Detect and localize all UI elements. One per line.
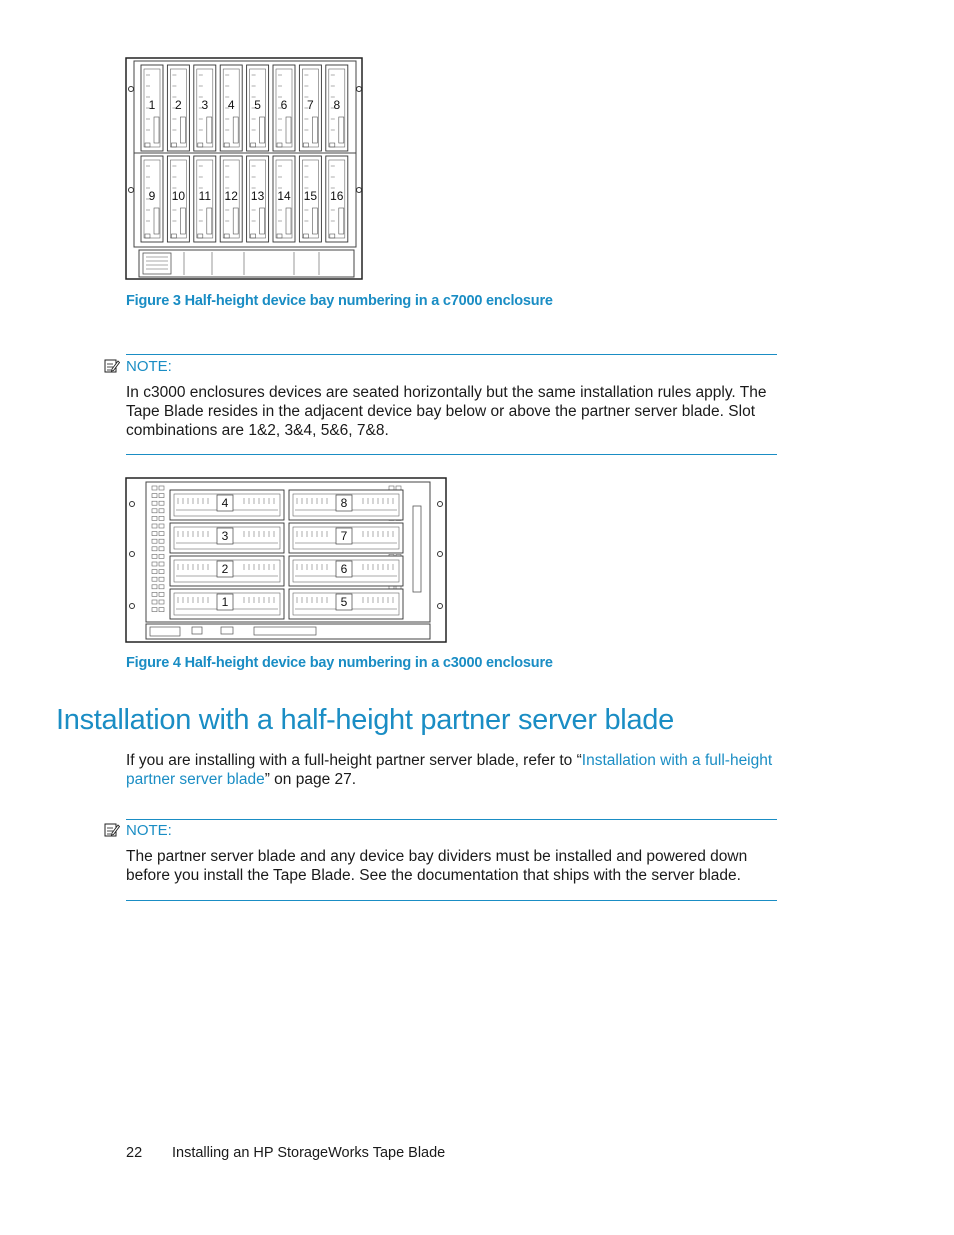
c7000-bay-number: 16	[330, 189, 344, 203]
c3000-bay-number: 7	[340, 529, 348, 543]
c7000-bay-9	[141, 156, 163, 242]
note-top-rule	[126, 819, 777, 820]
c7000-bay-number: 12	[224, 189, 238, 203]
c3000-bay-number: 6	[340, 562, 348, 576]
footer-title: Installing an HP StorageWorks Tape Blade	[172, 1145, 446, 1161]
c3000-bay-1	[170, 589, 284, 619]
c7000-bay-2	[167, 65, 189, 151]
c7000-bay-7	[299, 65, 321, 151]
c7000-bay-number: 8	[333, 98, 341, 112]
intro-paragraph	[126, 751, 816, 789]
page-number: 22	[126, 1145, 143, 1161]
note-bottom-rule	[126, 900, 777, 901]
note-text: The partner server blade and any device bay dividers must be installed and powered down before you install the Tape Blade. See the documentation that ships with the server blade.	[126, 848, 748, 884]
c3000-bay-number: 8	[340, 496, 348, 510]
c3000-bay-3	[170, 523, 284, 553]
c3000-bay-6	[289, 556, 403, 586]
c7000-bay-number: 4	[227, 98, 235, 112]
c3000-bay-number: 2	[221, 562, 229, 576]
c7000-bay-6	[273, 65, 295, 151]
c7000-enclosure-diagram	[124, 56, 366, 282]
c7000-bay-10	[167, 156, 189, 242]
c7000-bay-number: 10	[171, 189, 186, 203]
c7000-bay-4	[220, 65, 242, 151]
note-top-rule	[126, 354, 777, 355]
section-heading: Installation with a half-height partner server blade	[56, 704, 674, 736]
c7000-bay-number: 1	[148, 98, 156, 112]
c3000-bay-number: 4	[221, 496, 229, 510]
note-icon	[104, 822, 120, 838]
c7000-bay-number: 11	[198, 189, 212, 203]
c7000-bay-number: 7	[307, 98, 314, 112]
c7000-bay-11	[194, 156, 216, 242]
c7000-bay-number: 13	[250, 189, 265, 203]
c7000-bay-number: 15	[303, 189, 318, 203]
note-label: NOTE:	[126, 822, 172, 839]
c7000-bay-13	[247, 156, 269, 242]
c7000-bay-number: 6	[280, 98, 288, 112]
c7000-bay-number: 9	[148, 189, 156, 203]
c7000-bay-8	[326, 65, 348, 151]
figure-3-caption: Figure 3 Half-height device bay numbering in a c7000 enclosure	[126, 293, 553, 309]
c3000-bay-number: 3	[221, 529, 229, 543]
c3000-bay-4	[170, 490, 284, 520]
note-bottom-rule	[126, 454, 777, 455]
c7000-bay-15	[299, 156, 321, 242]
note-text: In c3000 enclosures devices are seated horizontally but the same installation rules apply. The Tape Blade resides in the adjacent device bay below or above the partner server blade. Slot combinations are 1&2, 3&4, 5&6, 7&8.	[126, 384, 767, 439]
c7000-bay-number: 14	[277, 189, 291, 203]
c3000-bay-7	[289, 523, 403, 553]
c7000-bay-number: 5	[254, 98, 261, 112]
c7000-bay-5	[247, 65, 269, 151]
c3000-bay-number: 5	[340, 595, 348, 609]
c3000-bay-5	[289, 589, 403, 619]
cross-reference-link[interactable]: Installation with a full-height partner server blade	[126, 752, 773, 788]
c7000-bay-number: 3	[201, 98, 209, 112]
c3000-enclosure-diagram	[124, 476, 448, 644]
note-icon	[104, 358, 120, 374]
c7000-bay-16	[326, 156, 348, 242]
intro-prefix: If you are installing with a full-height partner server blade, refer to “	[126, 752, 582, 769]
c7000-bay-14	[273, 156, 295, 242]
c3000-bay-8	[289, 490, 403, 520]
c3000-bay-2	[170, 556, 284, 586]
c3000-bay-number: 1	[221, 595, 229, 609]
note-label: NOTE:	[126, 358, 172, 375]
figure-4-caption: Figure 4 Half-height device bay numbering in a c3000 enclosure	[126, 655, 553, 671]
c7000-bay-number: 2	[175, 98, 182, 112]
c7000-bay-3	[194, 65, 216, 151]
c7000-bay-12	[220, 156, 242, 242]
intro-suffix: ” on page 27.	[264, 771, 357, 788]
c7000-bay-1	[141, 65, 163, 151]
